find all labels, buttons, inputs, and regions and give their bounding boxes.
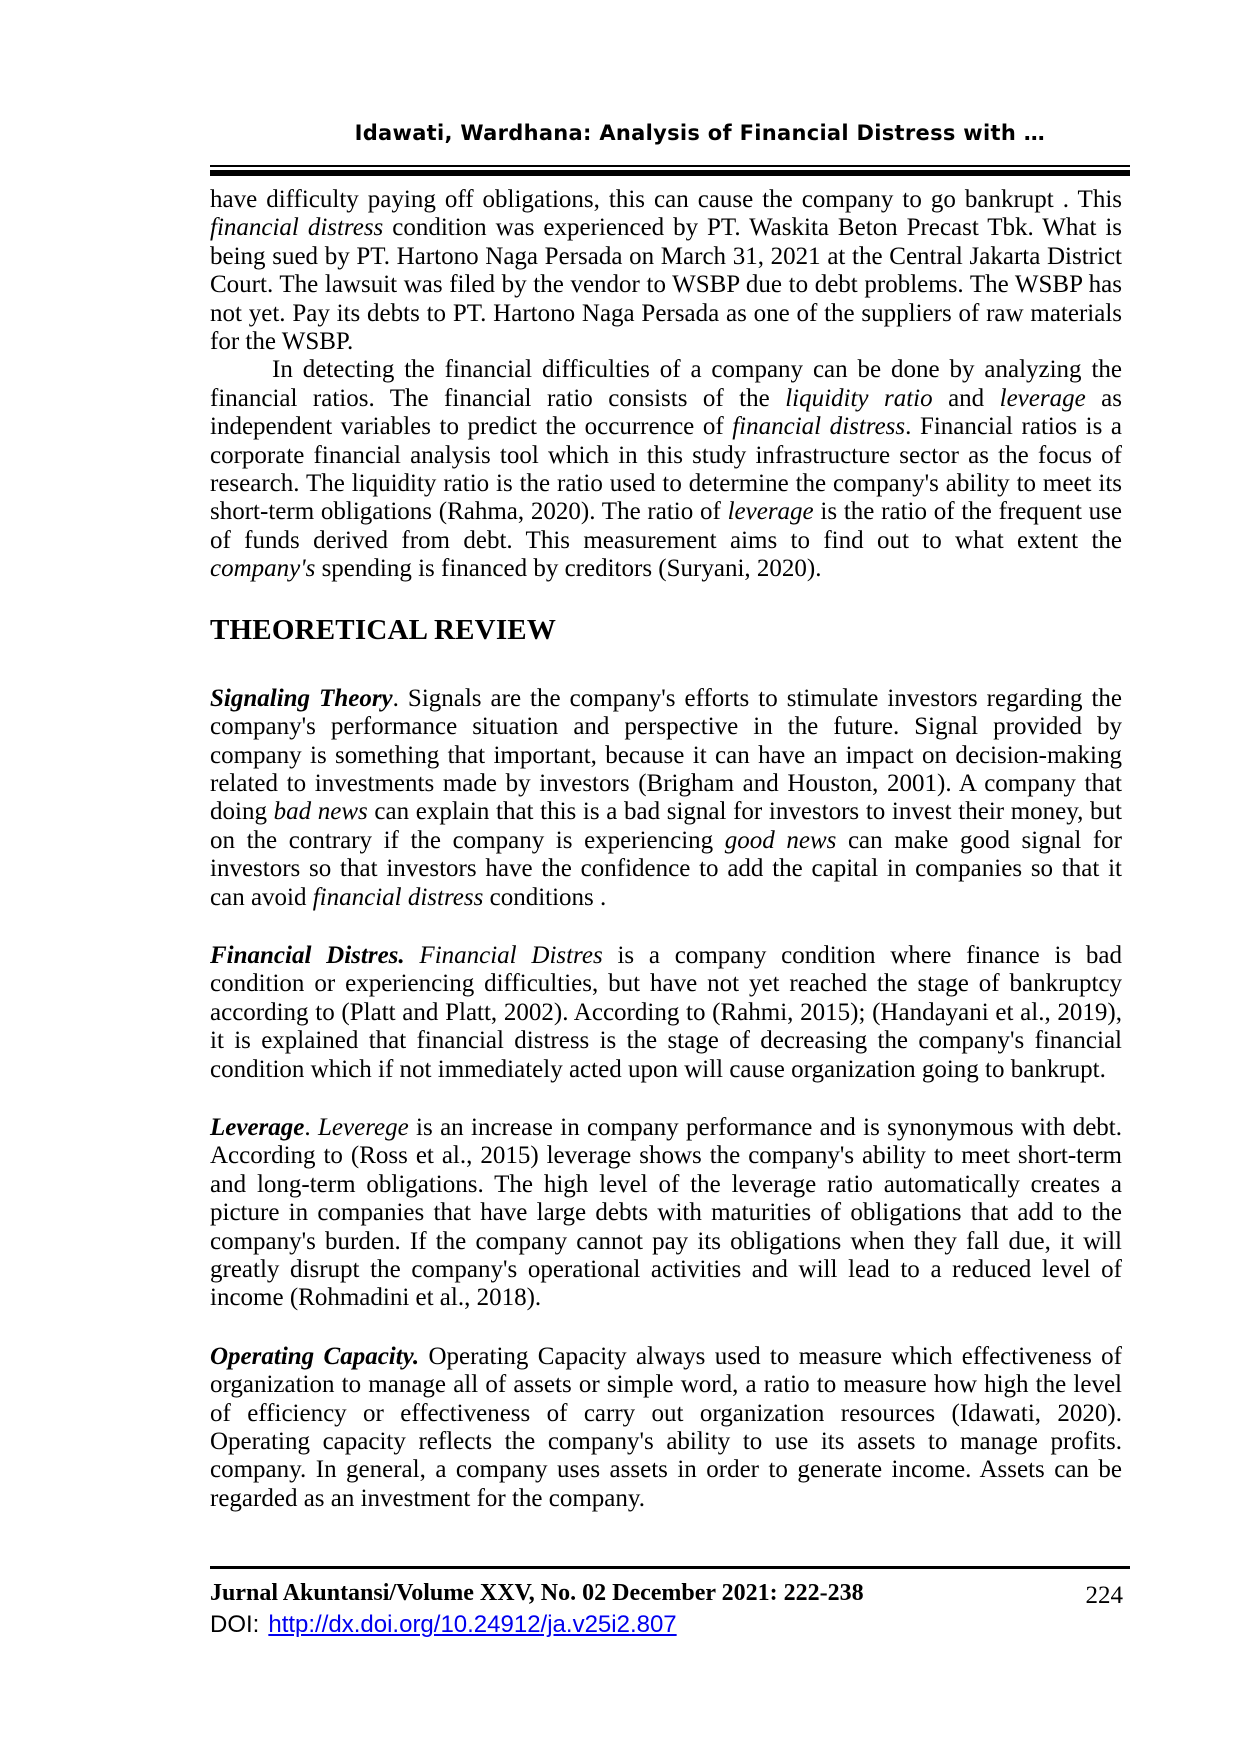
- doi-link[interactable]: http://dx.doi.org/10.24912/ja.v25i2.807: [268, 1611, 677, 1638]
- section-heading-theoretical-review: THEORETICAL REVIEW: [210, 613, 557, 646]
- paragraph-bankruptcy-case: [210, 186, 1122, 356]
- emphasis-text: Financial Distres.: [210, 941, 405, 969]
- emphasis-text: Signaling Theory: [210, 684, 393, 712]
- text-run: have difficulty paying off obligations, this can cause the company to go bankrupt . This: [210, 186, 1122, 213]
- emphasis-text: company's: [210, 555, 316, 583]
- text-run: [405, 942, 420, 969]
- emphasis-text: Leverage: [210, 1113, 305, 1141]
- running-head-title: Idawati, Wardhana: Analysis of Financial Distress with …: [354, 121, 1045, 145]
- article-body: [210, 186, 1122, 1513]
- emphasis-text: financial distress: [732, 413, 906, 441]
- doi-label: DOI:: [210, 1611, 260, 1638]
- header-double-rule: [210, 165, 1130, 176]
- text-run: . Signals are the company's efforts to stimulate investors regarding the company's performance situation and perspective in the future. Signal provided by company is something that important, because it can have an impact on decision-making related to investments made by investors (Brigham and Houston, 2001). A company that doing: [210, 684, 1122, 826]
- paragraph-leverage: [210, 1114, 1122, 1313]
- paragraph-financial-distress: [210, 942, 1122, 1084]
- emphasis-text: liquidity ratio: [785, 384, 933, 412]
- emphasis-text: Leverege: [318, 1113, 409, 1141]
- text-run: spending is financed by creditors (Suryani, 2020).: [315, 555, 822, 583]
- text-run: as independent variables to predict the occurrence of: [210, 384, 1122, 441]
- emphasis-text: Financial Distres: [419, 941, 603, 969]
- text-run: conditions .: [483, 883, 607, 911]
- text-run: In detecting the financial difficulties of a company can be done by analyzing the financial ratios. The financial ratio consists of the: [210, 356, 1122, 412]
- text-run: can make good signal for investors so that investors have the confidence to add the capital in companies so that it can avoid: [210, 826, 1122, 911]
- doi-line: [210, 1611, 677, 1639]
- text-run: .: [304, 1113, 318, 1141]
- journal-volume-line: Jurnal Akuntansi/Volume XXV, No. 02 December 2021: 222-238: [210, 1580, 864, 1606]
- emphasis-text: financial distress: [312, 883, 484, 911]
- page-number: 224: [1085, 1582, 1123, 1609]
- emphasis-text: good news: [724, 826, 837, 854]
- text-run: . Financial ratios is a corporate financial analysis tool which in this study infrastructure sector as the focus of research. The liquidity ratio is the ratio used to determine the company's ability to meet its short-term obligations (Rahma, 2020). The ratio of: [210, 413, 1122, 526]
- footer-rule: [210, 1566, 1130, 1569]
- text-run: can explain that this is a bad signal for investors to invest their money, but on the contrary if the company is experiencing: [210, 798, 1123, 854]
- paragraph-signaling-theory: [210, 685, 1122, 912]
- emphasis-text: leverage: [999, 384, 1086, 412]
- text-run: and: [932, 384, 1000, 412]
- text-run: Operating Capacity always used to measure which effectiveness of organization to manage all of assets or simple word, a ratio to measure how high the level of efficiency or effectiveness of carry out organization resources (Idawati, 2020). Operating capacity reflects the company's ability to use its assets to manage profits. company. In general, a company uses assets in order to generate income. Assets can be regarded as an investment for the company.: [210, 1342, 1122, 1512]
- paragraph-detecting-ratios: [210, 356, 1122, 583]
- paragraph-operating-capacity: [210, 1343, 1122, 1513]
- emphasis-text: Operating Capacity.: [210, 1342, 420, 1370]
- emphasis-text: leverage: [727, 498, 814, 526]
- text-run: is a company condition where finance is bad condition or experiencing difficulties, but have not yet reached the stage of bankruptcy according to (Platt and Platt, 2002). According to (Rahmi, 2015); (Handayani et al., 2019), it is explained that financial distress is the stage of decreasing the company's financial condition which if not immediately acted upon will cause organization going to bankrupt.: [210, 941, 1122, 1083]
- text-run: is an increase in company performance and is synonymous with debt. According to (Ross et al., 2015) leverage shows the company's ability to meet short-term and long-term obligations. The high level of the leverage ratio automatically creates a picture in companies that have large debts with maturities of obligations that add to the company's burden. If the company cannot pay its obligations when they fall due, it will greatly disrupt the company's operational activities and will lead to a reduced level of income (Rohmadini et al., 2018).: [210, 1113, 1122, 1312]
- text-run: is the ratio of the frequent use of funds derived from debt. This measurement aims to find out to what extent the: [210, 498, 1122, 554]
- text-run: condition was experienced by PT. Waskita Beton Precast Tbk. What is being sued by PT. Hartono Naga Persada on March 31, 2021 at the Central Jakarta District Court. The lawsuit was filed by the vendor to WSBP due to debt problems. The WSBP has not yet. Pay its debts to PT. Hartono Naga Persada as one of the suppliers of raw materials for the WSBP.: [210, 214, 1122, 356]
- emphasis-text: bad news: [273, 798, 368, 826]
- emphasis-text: financial distress: [210, 214, 384, 242]
